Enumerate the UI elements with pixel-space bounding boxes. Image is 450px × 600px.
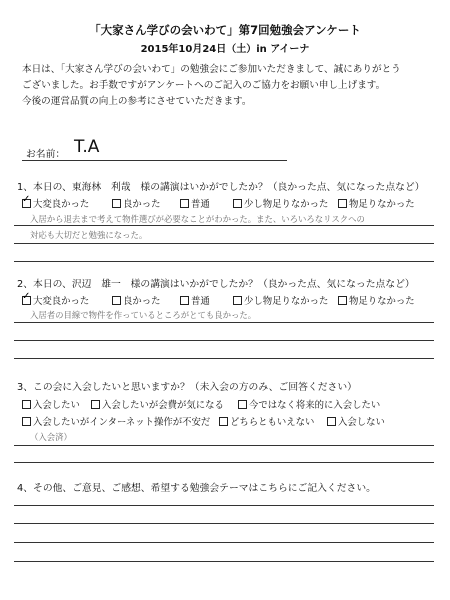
checkbox-icon[interactable] — [238, 400, 247, 409]
q1-option-lacking[interactable]: 物足りなかった — [338, 196, 415, 210]
q2-option-slightly-lacking[interactable]: 少し物足りなかった — [233, 293, 328, 307]
q3-question: 3、この会に入会したいと思いますか？（未入会の方のみ、ご回答ください） — [17, 382, 357, 393]
q3-answer-rule-2 — [14, 462, 434, 463]
checkbox-icon[interactable] — [22, 400, 31, 409]
q2-option-good[interactable]: 良かった — [112, 293, 161, 307]
checkbox-icon[interactable] — [219, 417, 228, 426]
q3-option-not-join[interactable]: 入会しない — [327, 414, 385, 428]
q2-answer-rule-2 — [14, 340, 434, 341]
checkbox-icon[interactable] — [233, 199, 242, 208]
q1-answer-rule-3 — [14, 261, 434, 262]
intro-line-2: ございました。お手数ですがアンケートへのご記入のご協力をお願い申し上げます。 — [22, 80, 386, 91]
checkbox-icon[interactable] — [91, 400, 100, 409]
q1-answer-rule-1 — [14, 225, 434, 226]
q3-answer-rule-1 — [14, 445, 434, 446]
q4-answer-rule-4 — [14, 561, 434, 562]
checkbox-icon[interactable] — [327, 417, 336, 426]
q1-answer-rule-2 — [14, 243, 434, 244]
q2-answer: 入居者の目線で物件を作っているところがとても良かった。 — [30, 310, 257, 320]
q1-option-slightly-lacking[interactable]: 少し物足りなかった — [233, 196, 328, 210]
intro-line-1: 本日は、「大家さん学びの会いわて」の勉強会にご参加いただきまして、誠にありがとう — [22, 64, 401, 75]
q3-option-future[interactable]: 今ではなく将来的に入会したい — [238, 397, 380, 411]
checkbox-icon[interactable] — [233, 296, 242, 305]
q4-answer-rule-2 — [14, 523, 434, 524]
q2-question: 2、本日の、沢辺 雄一 様の講演はいかがでしたか？（良かった点、気になった点など） — [17, 279, 415, 290]
name-label: お名前： — [26, 149, 66, 160]
checkbox-icon[interactable] — [338, 296, 347, 305]
q1-option-very-good[interactable]: ✓大変良かった — [22, 196, 89, 210]
checkbox-icon[interactable] — [338, 199, 347, 208]
checkbox-checked-icon[interactable] — [22, 199, 31, 208]
survey-date-venue: 2015年10月24日（土）in アイーナ — [140, 44, 310, 55]
q3-option-undecided[interactable]: どちらともいえない — [219, 414, 314, 428]
q3-option-fee-concern[interactable]: 入会したいが会費が気になる — [91, 397, 224, 411]
checkbox-icon[interactable] — [22, 417, 31, 426]
q1-answer-line-1: 入居から退去まで考えて物件選びが必要なことがわかった。また、いろいろなリスクへの — [30, 214, 365, 224]
q2-option-very-good[interactable]: ✓大変良かった — [22, 293, 89, 307]
q2-option-lacking[interactable]: 物足りなかった — [338, 293, 415, 307]
checkbox-icon[interactable] — [180, 296, 189, 305]
q3-answer: （入会済） — [30, 432, 72, 442]
checkbox-icon[interactable] — [180, 199, 189, 208]
q1-answer-line-2: 対応も大切だと勉強になった。 — [30, 230, 148, 240]
q1-question: 1、本日の、東海林 利哉 様の講演はいかがでしたか？（良かった点、気になった点など） — [17, 182, 425, 193]
survey-title: 「大家さん学びの会いわて」第7回勉強会アンケート — [89, 23, 361, 37]
checkbox-icon[interactable] — [112, 296, 121, 305]
q4-question: 4、その他、ご意見、ご感想、希望する勉強会テーマはこちらにご記入ください。 — [17, 483, 376, 494]
q2-answer-rule-3 — [14, 358, 434, 359]
q3-option-join[interactable]: 入会したい — [22, 397, 80, 411]
q3-option-internet-concern[interactable]: 入会したいがインターネット操作が不安だ — [22, 414, 210, 428]
q2-option-normal[interactable]: 普通 — [180, 293, 210, 307]
q2-answer-rule-1 — [14, 322, 434, 323]
intro-text — [22, 62, 432, 110]
q1-option-normal[interactable]: 普通 — [180, 196, 210, 210]
intro-line-3: 今後の運営品質の向上の参考にさせていただきます。 — [22, 96, 252, 107]
q4-answer-rule-1 — [14, 505, 434, 506]
name-value[interactable]: T.A — [74, 137, 100, 157]
q1-option-good[interactable]: 良かった — [112, 196, 161, 210]
name-underline — [22, 160, 287, 161]
q4-answer-rule-3 — [14, 542, 434, 543]
checkbox-checked-icon[interactable] — [22, 296, 31, 305]
checkbox-icon[interactable] — [112, 199, 121, 208]
